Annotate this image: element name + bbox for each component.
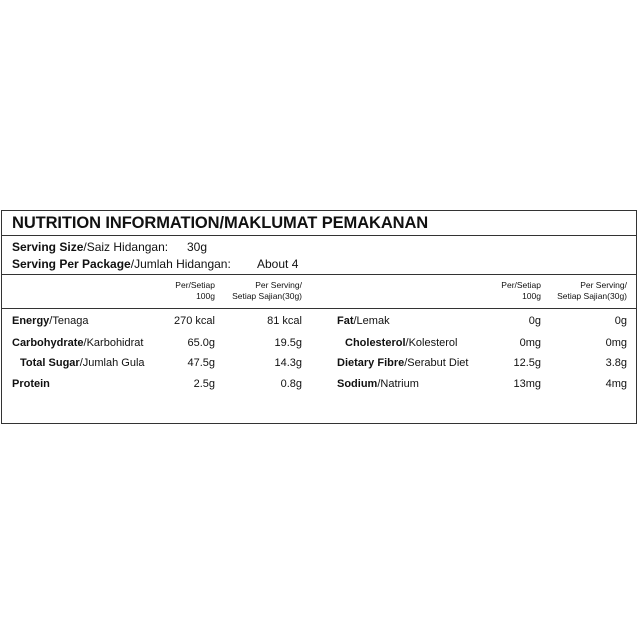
divider-serving <box>2 274 636 275</box>
nutrient-energy-label <box>12 315 88 327</box>
nutrient-carbohydrate-translation: /Karbohidrat <box>83 337 144 349</box>
nutrient-energy-translation: /Tenaga <box>49 315 89 327</box>
nutrient-cholesterol-name: Cholesterol <box>345 337 406 349</box>
nutrient-dietary-fibre-per-100g: 12.5g <box>513 357 541 369</box>
nutrient-cholesterol-per-100g: 0mg <box>519 337 541 349</box>
left-col-header-per-100g-line1: Per/Setiap <box>175 280 215 290</box>
nutrient-carbohydrate-name: Carbohydrate <box>12 337 84 349</box>
nutrient-fat-per-100g: 0g <box>528 315 541 327</box>
nutrient-energy-per-serving: 81 kcal <box>267 315 302 327</box>
nutrient-fat-label <box>337 315 390 327</box>
nutrition-label <box>1 210 637 424</box>
nutrient-dietary-fibre-per-serving: 3.8g <box>605 357 627 369</box>
nutrient-sodium-name: Sodium <box>337 378 378 390</box>
left-col-header-per-100g <box>175 280 215 302</box>
nutrient-energy-per-100g: 270 kcal <box>174 315 215 327</box>
label-title: NUTRITION INFORMATION/MAKLUMAT PEMAKANAN <box>12 214 429 232</box>
right-col-header-per-serving <box>557 280 627 302</box>
serving-size-label <box>12 240 168 254</box>
right-col-header-per-100g-line2: 100g <box>522 291 541 301</box>
serving-size-label-rest: /Saiz Hidangan: <box>83 240 169 254</box>
nutrient-carbohydrate-label <box>12 337 143 349</box>
nutrient-fat-translation: /Lemak <box>353 315 390 327</box>
left-col-header-per-100g-line2: 100g <box>196 291 215 301</box>
right-col-header-per-100g-line1: Per/Setiap <box>501 280 541 290</box>
nutrient-energy-name: Energy <box>12 315 50 327</box>
nutrient-sodium-translation: /Natrium <box>377 378 419 390</box>
nutrient-total-sugar-per-serving: 14.3g <box>274 357 302 369</box>
nutrient-dietary-fibre-label <box>337 357 468 369</box>
nutrient-total-sugar-per-100g: 47.5g <box>187 357 215 369</box>
nutrient-dietary-fibre-translation: /Serabut Diet <box>404 357 469 369</box>
nutrient-cholesterol-label <box>345 337 458 349</box>
divider-header <box>2 308 636 309</box>
serving-per-package-label <box>12 257 231 271</box>
nutrient-cholesterol-per-serving: 0mg <box>605 337 627 349</box>
divider-title <box>2 235 636 236</box>
nutrient-sodium-per-serving: 4mg <box>605 378 627 390</box>
nutrient-protein-per-serving: 0.8g <box>280 378 302 390</box>
nutrient-protein-label <box>12 378 50 390</box>
nutrient-dietary-fibre-name: Dietary Fibre <box>337 357 405 369</box>
nutrient-carbohydrate-per-serving: 19.5g <box>274 337 302 349</box>
nutrient-sodium-per-100g: 13mg <box>513 378 541 390</box>
nutrient-fat-name: Fat <box>337 315 354 327</box>
serving-size-value: 30g <box>187 240 208 254</box>
nutrient-total-sugar-name: Total Sugar <box>20 357 80 369</box>
left-col-header-per-serving-line2: Setiap Sajian(30g) <box>232 291 302 301</box>
serving-size-label-bold: Serving Size <box>12 240 84 254</box>
nutrient-protein-per-100g: 2.5g <box>193 378 215 390</box>
left-col-header-per-serving <box>232 280 302 302</box>
nutrient-carbohydrate-per-100g: 65.0g <box>187 337 215 349</box>
right-col-header-per-serving-line2: Setiap Sajian(30g) <box>557 291 627 301</box>
serving-per-package-label-rest: /Jumlah Hidangan: <box>130 257 231 271</box>
nutrient-total-sugar-label <box>20 357 145 369</box>
nutrient-cholesterol-translation: /Kolesterol <box>405 337 458 349</box>
left-col-header-per-serving-line1: Per Serving/ <box>255 280 302 290</box>
nutrient-fat-per-serving: 0g <box>614 315 627 327</box>
nutrient-sodium-label <box>337 378 419 390</box>
serving-per-package-value: About 4 <box>257 257 299 271</box>
right-col-header-per-serving-line1: Per Serving/ <box>580 280 627 290</box>
nutrient-total-sugar-translation: /Jumlah Gula <box>79 357 145 369</box>
serving-per-package-label-bold: Serving Per Package <box>12 257 131 271</box>
nutrient-protein-name: Protein <box>12 378 50 390</box>
right-col-header-per-100g <box>501 280 541 302</box>
